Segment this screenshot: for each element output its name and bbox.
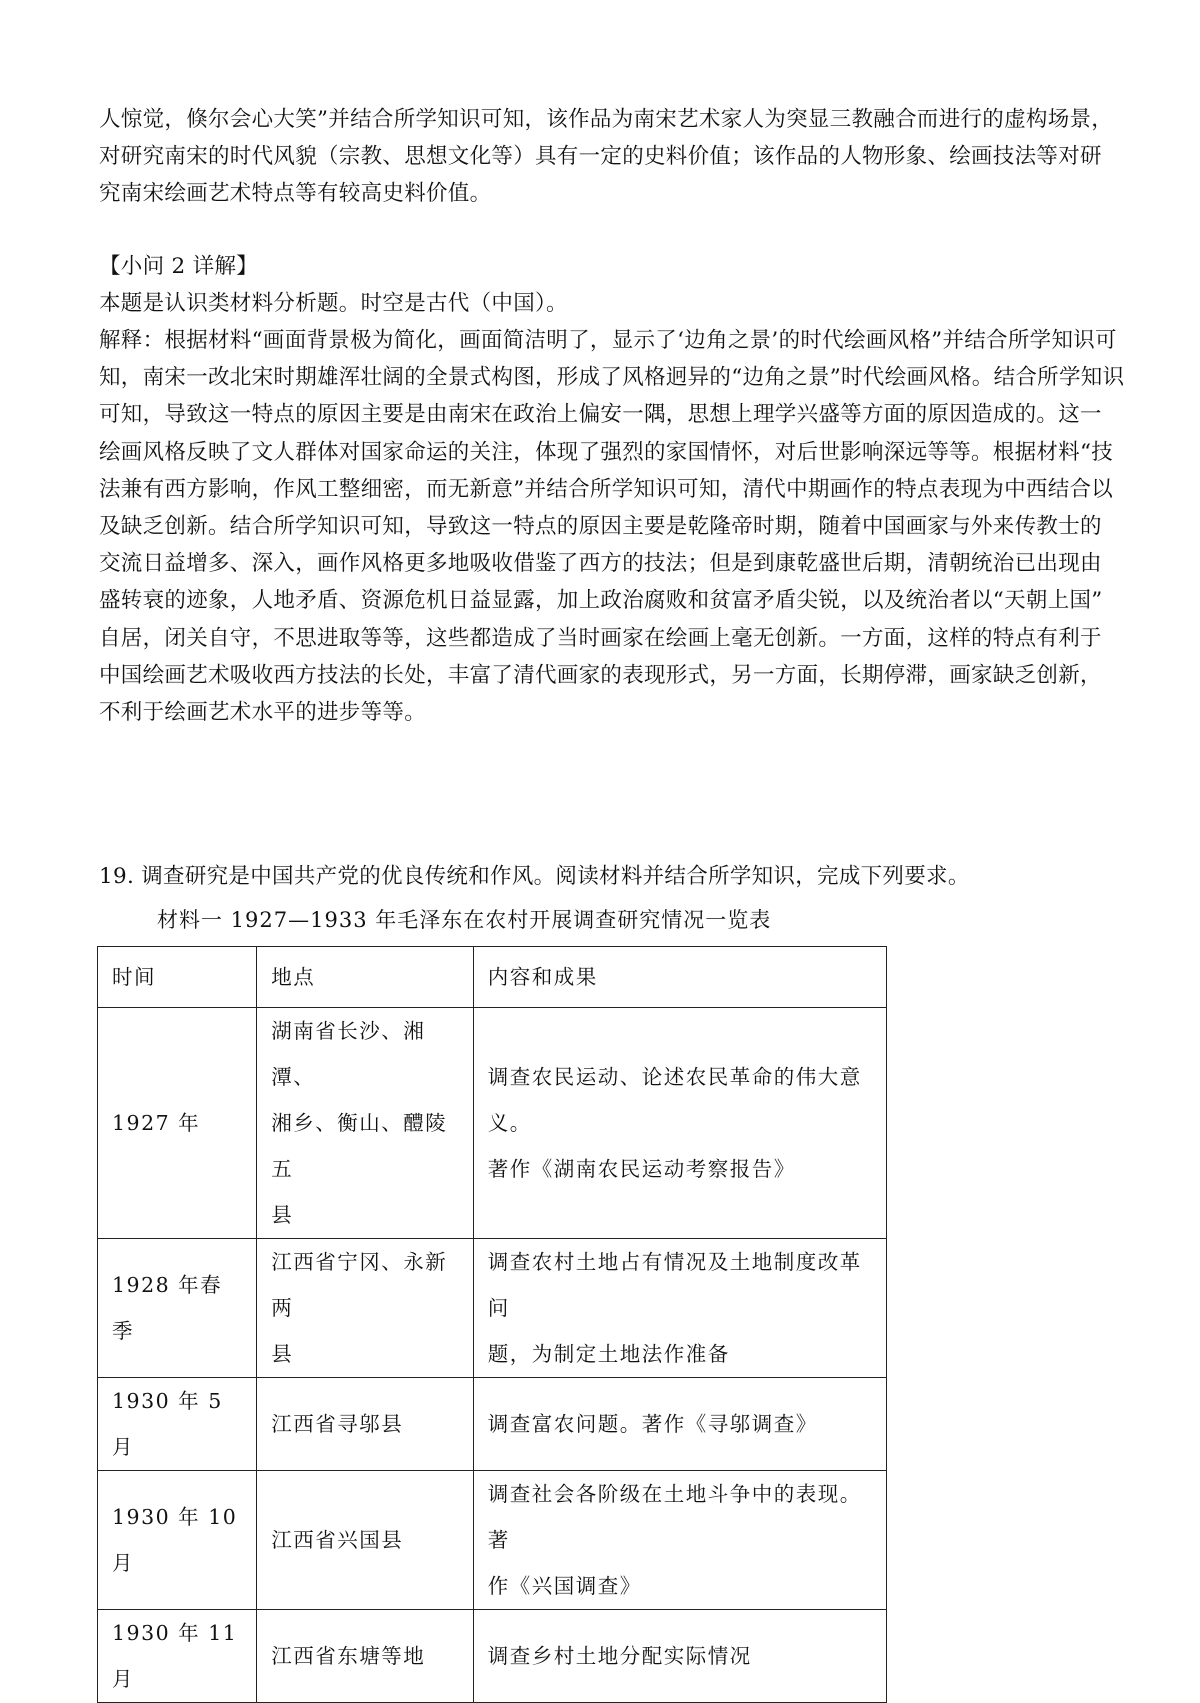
text-line: 不利于绘画艺术水平的进步等等。 <box>99 700 427 726</box>
cell-line: 题，为制定土地法作准备 <box>487 1342 730 1366</box>
cell-line: 调查农民运动、论述农民革命的伟大意义。 <box>487 1065 862 1135</box>
answer-paragraph-continued <box>99 101 1114 213</box>
cell-place <box>257 1008 474 1239</box>
text-line: 究南宋绘画艺术特点等有较高史料价值。 <box>99 181 492 207</box>
cell-time: 1930 年 11 月 <box>98 1610 257 1703</box>
cell-time: 1930 年 10 月 <box>98 1471 257 1610</box>
cell-time: 1930 年 5 月 <box>98 1378 257 1471</box>
cell-place <box>257 1471 474 1610</box>
cell-time: 1928 年春季 <box>98 1239 257 1378</box>
text-line: 自居，闭关自守，不思进取等等，这些都造成了当时画家在绘画上毫无创新。一方面，这样的特点有利于 <box>99 625 1102 651</box>
cell-line: 江西省东塘等地 <box>271 1644 426 1668</box>
cell-line: 调查乡村土地分配实际情况 <box>487 1644 752 1668</box>
header-content: 内容和成果 <box>473 947 886 1008</box>
text-line: 解释：根据材料“画面背景极为简化，画面简洁明了，显示了‘边角之景’的时代绘画风格”并结合所学知识可 <box>99 328 1117 353</box>
cell-line: 调查富农问题。著作《寻邬调查》 <box>487 1412 818 1436</box>
text-line: 盛转衰的迹象，人地矛盾、资源危机日益显露，加上政治腐败和贫富矛盾尖锐，以及统治者以“天朝上国” <box>99 588 1103 614</box>
investigation-table <box>97 946 887 1703</box>
text-line: 人惊觉，倏尔会心大笑”并结合所学知识可知，该作品为南宋艺术家人为突显三教融合而进行的虚构场景， <box>99 107 1114 132</box>
table-row <box>98 1378 887 1471</box>
cell-content <box>473 1610 886 1703</box>
sub-question-heading: 【小问 2 详解】 <box>99 254 259 279</box>
text-line: 法兼有西方影响，作风工整细密，而无新意”并结合所学知识可知，清代中期画作的特点表现为中西结合以 <box>99 476 1114 502</box>
text-line: 中国绘画艺术吸收西方技法的长处，丰富了清代画家的表现形式，另一方面，长期停滞，画家缺乏创新， <box>99 662 1102 688</box>
cell-content <box>473 1378 886 1471</box>
cell-place <box>257 1378 474 1471</box>
cell-place <box>257 1239 474 1378</box>
table-row <box>98 1471 887 1610</box>
text-line: 可知，导致这一特点的原因主要是由南宋在政治上偏安一隅，思想上理学兴盛等方面的原因造成的。这一 <box>99 402 1102 428</box>
table-header-row <box>98 947 887 1008</box>
cell-time: 1927 年 <box>98 1008 257 1239</box>
cell-line: 县 <box>271 1203 294 1227</box>
cell-line: 湖南省长沙、湘潭、 <box>271 1019 426 1089</box>
question-type-line: 本题是认识类材料分析题。时空是古代（中国）。 <box>99 291 568 316</box>
table-row <box>98 1239 887 1378</box>
text-line: 绘画风格反映了文人群体对国家命运的关注，体现了强烈的家国情怀，对后世影响深远等等。根据材料“技 <box>99 439 1114 465</box>
cell-line: 著作《湖南农民运动考察报告》 <box>487 1157 796 1181</box>
header-time: 时间 <box>98 947 257 1008</box>
table-row <box>98 1610 887 1703</box>
cell-place <box>257 1610 474 1703</box>
header-place: 地点 <box>257 947 474 1008</box>
cell-content <box>473 1471 886 1610</box>
text-line: 交流日益增多、深入，画作风格更多地吸收借鉴了西方的技法；但是到康乾盛世后期，清朝统治已出现由 <box>99 551 1102 577</box>
cell-line: 江西省宁冈、永新两 <box>271 1250 448 1320</box>
text-line: 及缺乏创新。结合所学知识可知，导致这一特点的原因主要是乾隆帝时期，随着中国画家与外来传教士的 <box>99 514 1102 540</box>
cell-line: 作《兴国调查》 <box>487 1574 642 1598</box>
cell-line: 调查社会各阶级在土地斗争中的表现。著 <box>487 1482 862 1552</box>
text-line: 对研究南宋的时代风貌（宗教、思想文化等）具有一定的史料价值；该作品的人物形象、绘画技法等对研 <box>99 144 1102 170</box>
table-caption: 材料一 1927—1933 年毛泽东在农村开展调查研究情况一览表 <box>157 908 772 932</box>
cell-content <box>473 1008 886 1239</box>
cell-line: 调查农村土地占有情况及土地制度改革问 <box>487 1250 862 1320</box>
explanation-paragraph <box>99 322 1125 731</box>
question-19: 19. 调查研究是中国共产党的优良传统和作风。阅读材料并结合所学知识，完成下列要求。 <box>99 864 970 889</box>
cell-line: 湘乡、衡山、醴陵五 <box>271 1111 448 1181</box>
cell-content <box>473 1239 886 1378</box>
cell-line: 县 <box>271 1342 294 1366</box>
table-row <box>98 1008 887 1239</box>
cell-line: 江西省兴国县 <box>271 1528 404 1552</box>
text-line: 知，南宋一改北宋时期雄浑壮阔的全景式构图，形成了风格迥异的“边角之景”时代绘画风格。结合所学知识 <box>99 365 1125 391</box>
cell-line: 江西省寻邬县 <box>271 1412 404 1436</box>
